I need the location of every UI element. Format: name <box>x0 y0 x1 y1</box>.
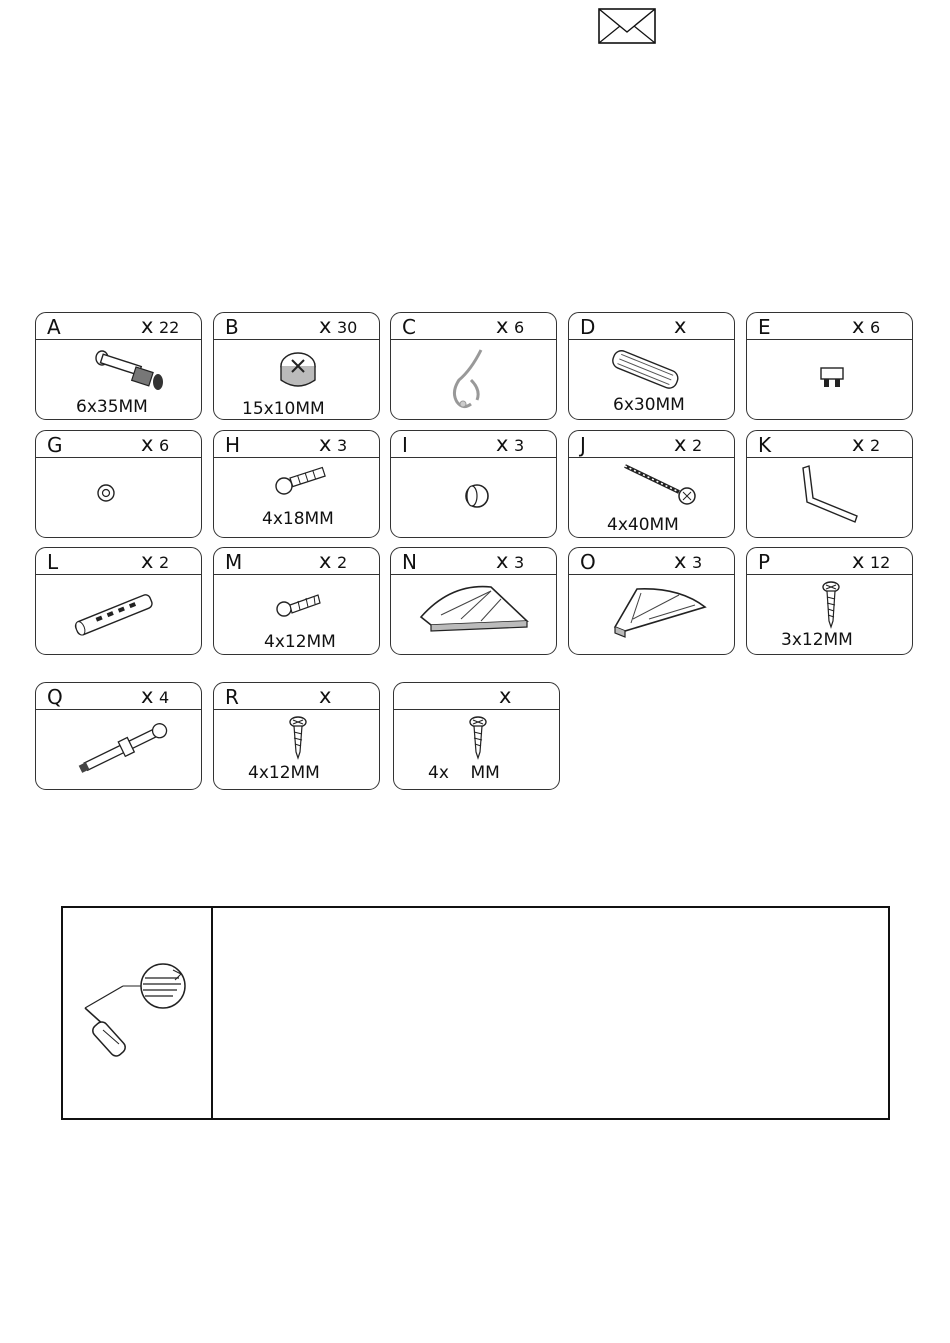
times-sign: x <box>319 549 332 573</box>
part-letter: A <box>47 315 61 339</box>
times-sign: x <box>499 684 512 708</box>
part-header <box>747 313 912 340</box>
times-sign: x <box>852 549 865 573</box>
part-letter: H <box>225 433 241 457</box>
part-card-blank <box>393 682 560 790</box>
part-letter: G <box>47 433 63 457</box>
part-letter: E <box>758 315 771 339</box>
part-header <box>569 313 734 340</box>
part-card-g <box>35 430 202 538</box>
part-header <box>569 548 734 575</box>
times-sign: x <box>674 549 687 573</box>
part-quantity: 3 <box>337 436 348 455</box>
times-sign: x <box>496 549 509 573</box>
part-header <box>214 313 379 340</box>
envelope-icon <box>598 8 656 44</box>
part-quantity: 4 <box>159 688 170 707</box>
part-letter: M <box>225 550 243 574</box>
part-letter: B <box>225 315 239 339</box>
part-size: 4x40MM <box>607 515 679 535</box>
times-sign: x <box>319 314 332 338</box>
tool-illustration-cell <box>63 908 213 1118</box>
part-quantity: 3 <box>514 553 525 572</box>
part-card-c <box>390 312 557 420</box>
tool-tip-box <box>61 906 890 1120</box>
part-header <box>214 548 379 575</box>
times-sign: x <box>141 432 154 456</box>
times-sign: x <box>319 684 332 708</box>
part-header <box>214 683 379 710</box>
part-card-e <box>746 312 913 420</box>
part-size: 6x30MM <box>613 395 685 415</box>
part-quantity: 2 <box>159 553 170 572</box>
part-letter: L <box>47 550 59 574</box>
corner-bracket-left-icon <box>391 575 558 655</box>
part-letter: I <box>402 433 408 457</box>
part-card-k <box>746 430 913 538</box>
part-letter: P <box>758 550 771 574</box>
wall-plug-icon <box>36 575 203 655</box>
part-card-l <box>35 547 202 655</box>
part-quantity: 22 <box>159 318 180 337</box>
part-card-m <box>213 547 380 655</box>
times-sign: x <box>674 432 687 456</box>
part-quantity: 6 <box>159 436 170 455</box>
part-letter: K <box>758 433 772 457</box>
part-letter: J <box>580 433 586 457</box>
part-card-d <box>568 312 735 420</box>
part-size: 4x12MM <box>248 763 320 783</box>
part-quantity: 3 <box>514 436 525 455</box>
times-sign: x <box>496 432 509 456</box>
times-sign: x <box>852 314 865 338</box>
times-sign: x <box>852 432 865 456</box>
part-header <box>36 683 201 710</box>
times-sign: x <box>141 314 154 338</box>
part-quantity: 6 <box>514 318 525 337</box>
part-letter: C <box>402 315 416 339</box>
part-header <box>391 548 556 575</box>
part-quantity: 2 <box>337 553 348 572</box>
part-card-o <box>568 547 735 655</box>
part-header <box>214 431 379 458</box>
part-quantity: 30 <box>337 318 358 337</box>
part-card-p <box>746 547 913 655</box>
part-card-a <box>35 312 202 420</box>
part-card-j <box>568 430 735 538</box>
corner-bracket-right-icon <box>569 575 736 655</box>
part-quantity: 2 <box>692 436 703 455</box>
part-header <box>747 548 912 575</box>
connector-bolt-icon <box>36 710 203 790</box>
part-header <box>394 683 559 710</box>
times-sign: x <box>496 314 509 338</box>
coat-hook-icon <box>391 340 558 420</box>
part-header <box>391 431 556 458</box>
part-size: 6x35MM <box>76 397 148 417</box>
part-size: 4x MM <box>428 763 500 783</box>
part-card-h <box>213 430 380 538</box>
part-header <box>747 431 912 458</box>
times-sign: x <box>674 314 687 338</box>
part-letter: N <box>402 550 417 574</box>
part-card-r <box>213 682 380 790</box>
times-sign: x <box>141 549 154 573</box>
part-size: 3x12MM <box>781 630 853 650</box>
part-card-n <box>390 547 557 655</box>
times-sign: x <box>319 432 332 456</box>
part-size: 15x10MM <box>242 399 325 419</box>
part-header <box>391 313 556 340</box>
part-card-q <box>35 682 202 790</box>
part-letter: O <box>580 550 596 574</box>
part-quantity: 6 <box>870 318 881 337</box>
part-header <box>36 431 201 458</box>
knob-icon <box>391 458 558 538</box>
part-quantity: 2 <box>870 436 881 455</box>
shelf-support-icon <box>747 340 914 420</box>
part-header <box>569 431 734 458</box>
part-letter: Q <box>47 685 63 709</box>
part-size: 4x12MM <box>264 632 336 652</box>
part-letter: R <box>225 685 239 709</box>
part-header <box>36 313 201 340</box>
cover-cap-icon <box>36 458 203 538</box>
part-quantity: 12 <box>870 553 891 572</box>
part-size: 4x18MM <box>262 509 334 529</box>
part-card-b <box>213 312 380 420</box>
screwdriver-icon <box>63 908 209 1118</box>
part-card-i <box>390 430 557 538</box>
part-quantity: 3 <box>692 553 703 572</box>
l-bracket-icon <box>747 458 914 538</box>
part-letter: D <box>580 315 596 339</box>
part-header <box>36 548 201 575</box>
times-sign: x <box>141 684 154 708</box>
